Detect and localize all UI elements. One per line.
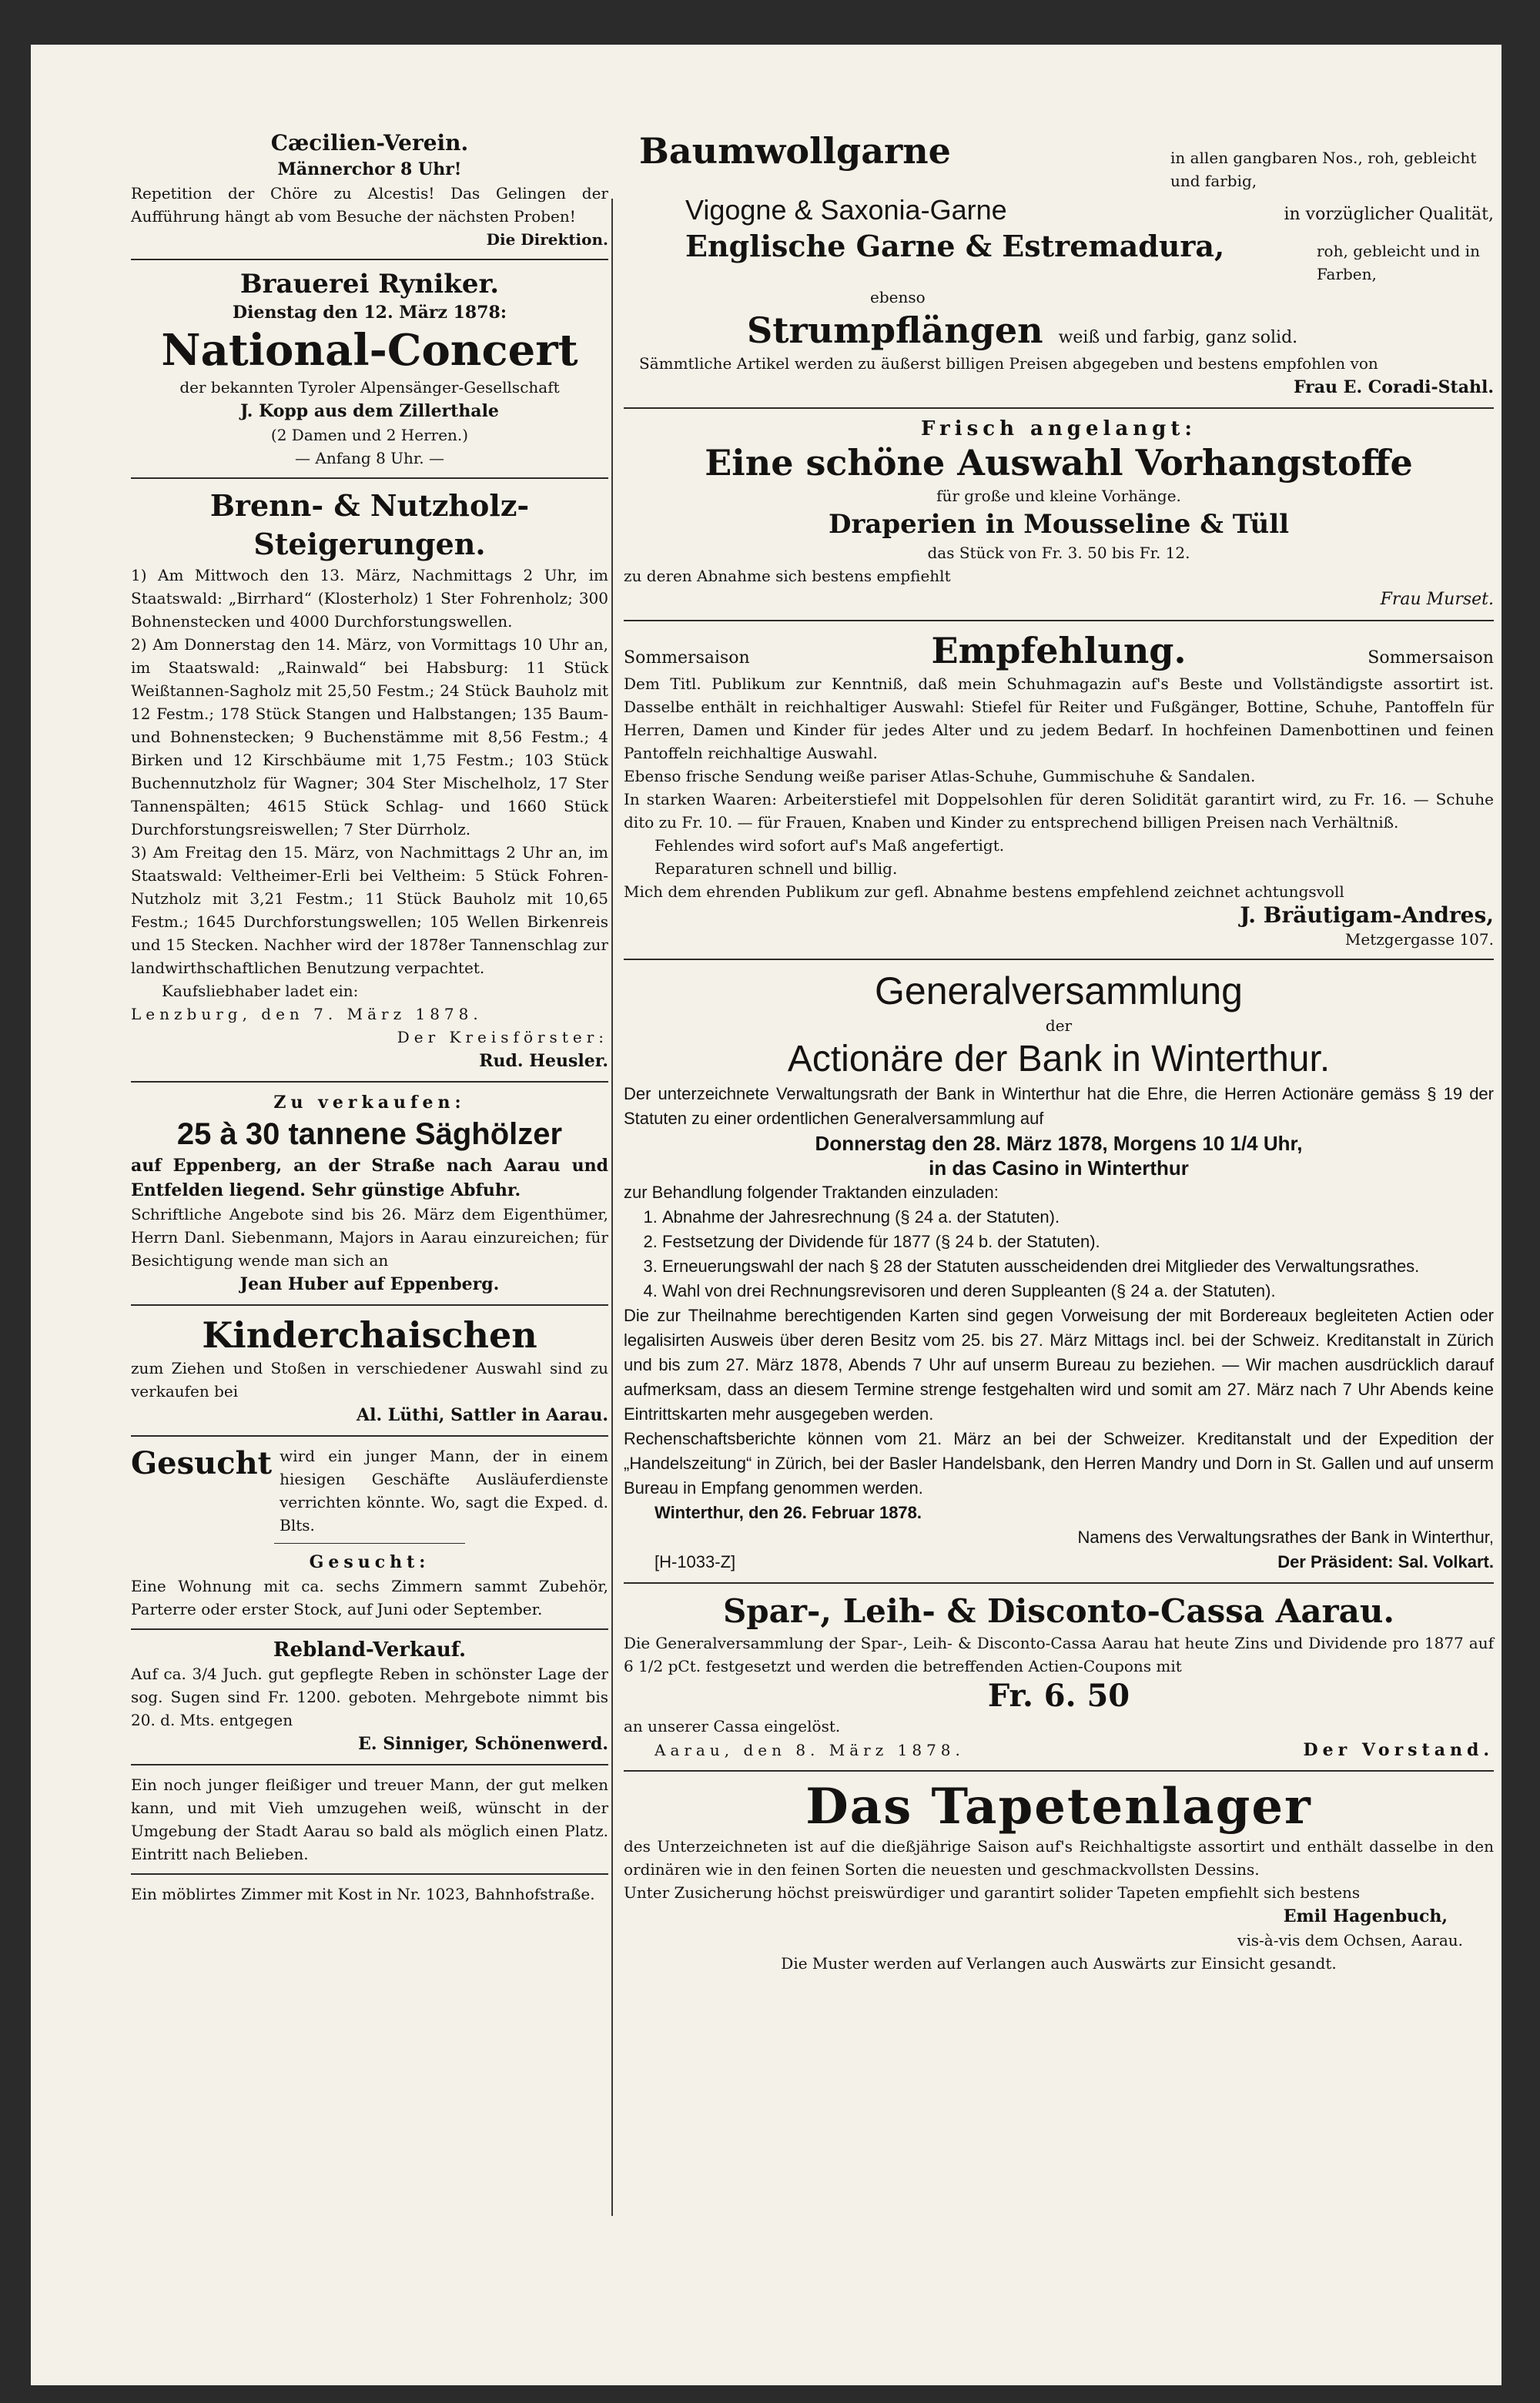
garne-ebenso: ebenso xyxy=(870,288,926,306)
vorhang-l6: zu deren Abnahme sich bestens empfiehlt xyxy=(624,567,951,585)
divider xyxy=(624,1582,1494,1584)
kinderchaise-sign: Al. Lüthi, Sattler in Aarau. xyxy=(357,1405,608,1425)
empfehlung-side-left: Sommersaison xyxy=(624,648,750,668)
empfehlung-side-right: Sommersaison xyxy=(1368,648,1494,668)
brauerei-start: — Anfang 8 Uhr. — xyxy=(295,449,444,467)
saghoelzer-headline: 25 à 30 tannene Säghölzer xyxy=(176,1117,563,1151)
vorhang-sign: Frau Murset. xyxy=(1380,590,1494,609)
general-footer xyxy=(624,1550,1494,1575)
caecilien-ad xyxy=(131,129,608,251)
garne-line-4 xyxy=(639,309,1494,352)
general-der: der xyxy=(1045,1016,1073,1035)
divider xyxy=(131,1873,608,1875)
traktandum: 4. Wahl von drei Rechnungsrevisoren und deren Suppleanten (§ 24 a. der Statuten). xyxy=(662,1279,1494,1304)
brennholz-p3: 3) Am Freitag den 15. März, von Nachmittags 2 Uhr an, im Staatswald: Veltheimer-Erli bei Veltheim: 5 Stück Fohren-Nutzholz mit 3,21 Festm.; 11 Stück Bauholz mit 10,65 Festm.; 1645 Durchforstungswellen; 105 Wellen Birkenreis und 15 Stecken. Nachher wird der 1878er Tannenschlag zur landwirthschaftlichen Benutzung verpachtet. xyxy=(131,843,608,977)
empfehlung-p3: In starken Waaren: Arbeiterstiefel mit Doppelsohlen für deren Solidität garantirt wird, zu Fr. 16. — Schuhe dito zu Fr. 10. — für Frauen, Knaben und Kinder zu entsprechend billigen Preisen nach Verhältniß. xyxy=(624,790,1494,832)
garne-l3-small: roh, gebleicht und in Farben, xyxy=(1317,242,1480,283)
brauerei-group: J. Kopp aus dem Zillerthale xyxy=(240,401,499,421)
gesucht2-ad xyxy=(131,1550,608,1621)
tapeten-addr: vis-à-vis dem Ochsen, Aarau. xyxy=(1237,1931,1463,1950)
vorhang-l4: Draperien in Mousseline & Tüll xyxy=(828,509,1290,540)
empfehlung-p2: Ebenso frische Sendung weiße pariser Atlas-Schuhe, Gummischuhe & Sandalen. xyxy=(624,767,1256,785)
caecilien-sign: Die Direktion. xyxy=(486,230,608,249)
saghoelzer-bold: auf Eppenberg, an der Straße nach Aarau und Entfelden liegend. Sehr günstige Abfuhr. xyxy=(131,1156,608,1200)
garne-l4-small: weiß und farbig, ganz solid. xyxy=(1058,328,1298,347)
saghoelzer-sign: Jean Huber auf Eppenberg. xyxy=(239,1274,500,1294)
brauerei-date: Dienstag den 12. März 1878: xyxy=(233,303,507,323)
tapeten-sign: Emil Hagenbuch, xyxy=(1283,1906,1448,1926)
brauerei-ad xyxy=(131,268,608,470)
rebland-sign: E. Sinniger, Schönenwerd. xyxy=(358,1734,608,1754)
zimmer-ad xyxy=(131,1883,608,1906)
vorhang-l3: für große und kleine Vorhänge. xyxy=(936,487,1181,505)
tapeten-p2: Unter Zusicherung höchst preiswürdiger und garantirt solider Tapeten empfiehlt sich bestens xyxy=(624,1883,1361,1902)
vorhang-ad xyxy=(624,417,1494,612)
divider xyxy=(131,1081,608,1083)
gesucht1-title: Gesucht xyxy=(131,1445,273,1481)
divider xyxy=(131,1764,608,1765)
spar-text2: an unserer Cassa eingelöst. xyxy=(624,1717,841,1735)
spar-ad xyxy=(624,1591,1494,1762)
garne-line-2 xyxy=(639,192,1494,228)
kinderchaise-text: zum Ziehen und Stoßen in verschiedener Auswahl sind zu verkaufen bei xyxy=(131,1359,608,1401)
spar-title: Spar-, Leih- & Disconto-Cassa Aarau. xyxy=(722,1592,1395,1630)
brennholz-sign: Rud. Heusler. xyxy=(479,1051,608,1071)
divider xyxy=(131,1304,608,1306)
caecilien-sub: Männerchor 8 Uhr! xyxy=(277,159,462,179)
vorhang-l5: das Stück von Fr. 3. 50 bis Fr. 12. xyxy=(927,544,1190,562)
gesucht2-title: Gesucht: xyxy=(309,1552,430,1572)
empfehlung-title: Empfehlung. xyxy=(931,630,1187,671)
garne-sign: Frau E. Coradi-Stahl. xyxy=(1293,377,1494,397)
vorhang-l1: Frisch angelangt: xyxy=(921,417,1197,440)
brauerei-title: Brauerei Ryniker. xyxy=(239,269,500,300)
general-ref: [H-1033-Z] xyxy=(654,1552,736,1571)
brennholz-invite: Kaufsliebhaber ladet ein: xyxy=(162,982,359,1000)
garne-line-1 xyxy=(639,129,1494,192)
garne-line-3 xyxy=(639,228,1494,286)
mann-ad xyxy=(131,1773,608,1866)
garne-ad xyxy=(624,129,1494,400)
divider xyxy=(624,959,1494,960)
saghoelzer-title: Zu verkaufen: xyxy=(273,1093,466,1113)
general-traktanden xyxy=(624,1205,1494,1304)
traktandum: 3. Erneuerungswahl der nach § 28 der Statuten ausscheidenden drei Mitglieder des Verwaltungsrathes. xyxy=(662,1254,1494,1279)
tapeten-title: Das Tapetenlager xyxy=(805,1778,1312,1836)
saghoelzer-ad xyxy=(131,1090,608,1297)
empfehlung-sign: J. Bräutigam-Andres, xyxy=(1240,902,1494,928)
empfehlung-addr: Metzgergasse 107. xyxy=(1344,930,1494,949)
brauerei-members: (2 Damen und 2 Herren.) xyxy=(270,426,469,444)
garne-l1-big: Baumwollgarne xyxy=(639,130,951,172)
spar-text: Die Generalversammlung der Spar-, Leih- & Disconto-Cassa Aarau hat heute Zins und Dividende pro 1877 auf 6 1/2 pCt. festgesetzt und werden die betreffenden Actien-Coupons mit xyxy=(624,1634,1494,1675)
divider xyxy=(624,620,1494,621)
traktandum: 2. Festsetzung der Dividende für 1877 (§ 24 b. der Statuten). xyxy=(662,1230,1494,1254)
spar-place: Aarau, den 8. März 1878. xyxy=(654,1741,965,1759)
divider xyxy=(131,477,608,479)
divider xyxy=(131,1628,608,1630)
tapeten-ad xyxy=(624,1779,1494,1975)
tapeten-note: Die Muster werden auf Verlangen auch Auswärts zur Einsicht gesandt. xyxy=(781,1954,1337,1973)
traktandum: 1. Abnahme der Jahresrechnung (§ 24 a. der Statuten). xyxy=(662,1205,1494,1230)
general-subtitle: Actionäre der Bank in Winterthur. xyxy=(787,1039,1331,1079)
tapeten-p1: des Unterzeichneten ist auf die dießjährige Saison auf's Reichhaltigste assortirt und enthält dasselbe in den ordinären wie in den feinen Sorten die neuesten und geschmackvollsten Dessins. xyxy=(624,1837,1494,1879)
general-praes: Der Präsident: Sal. Volkart. xyxy=(1277,1552,1494,1571)
gesucht1-ad xyxy=(131,1444,608,1537)
general-ad xyxy=(624,968,1494,1575)
general-place: in das Casino in Winterthur xyxy=(929,1156,1189,1180)
garne-l2-small: in vorzüglicher Qualität, xyxy=(1284,205,1494,224)
rebland-ad xyxy=(131,1638,608,1756)
divider xyxy=(624,407,1494,409)
brauerei-text: der bekannten Tyroler Alpensänger-Gesellschaft xyxy=(179,378,560,397)
saghoelzer-text: Schriftliche Angebote sind bis 26. März dem Eigenthümer, Herrn Danl. Siebenmann, Majors in Aarau einzureichen; für Besichtigung wende man sich an xyxy=(131,1205,608,1270)
brennholz-p2: 2) Am Donnerstag den 14. März, von Vormittags 10 Uhr an, im Staatswald: „Rainwald“ bei Habsburg: 11 Stück Weißtannen-Sagholz mit 25,50 Festm.; 24 Stück Bauholz mit 12 Festm.; 178 Stück Stangen und Halbstangen; 135 Baum- und Bohnenstecken; 9 Buchenstämme mit 8,56 Festm.; 4 Birken und 12 Kirschbäume mit 1,75 Festm.; 103 Stück Buchennutzholz für Wagner; 304 Ster Mischelholz, 17 Ster Tannenspälten; 4615 Stück Schlag- und 1660 Stück Durchforstungsreiswellen; 7 Ster Dürrholz. xyxy=(131,635,608,838)
general-p2: Rechenschaftsberichte können vom 21. März an bei der Schweizer. Kreditanstalt und der Expedition der „Handelszeitung“ in Zürich, bei der Basler Handelsbank, den Herren Mandry und Dorn in St. Gallen und auf unserm Bureau in Empfang genommen werden. xyxy=(624,1429,1494,1498)
brennholz-role: Der Kreisförster: xyxy=(397,1028,608,1046)
empfehlung-p4: Fehlendes wird sofort auf's Maß angefertigt. xyxy=(654,836,1005,855)
general-date: Donnerstag den 28. März 1878, Morgens 10 1/4 Uhr, xyxy=(815,1132,1303,1155)
spar-sign: Der Vorstand. xyxy=(1303,1740,1494,1760)
divider xyxy=(131,1435,608,1437)
garne-l1-small: in allen gangbaren Nos., roh, gebleicht und farbig, xyxy=(1170,149,1477,190)
empfehlung-p5: Reparaturen schnell und billig. xyxy=(654,859,898,878)
garne-l2-big: Vigogne & Saxonia-Garne xyxy=(685,194,1007,226)
kinderchaise-ad xyxy=(131,1314,608,1427)
brauerei-headline: National-Concert xyxy=(161,325,578,376)
vorhang-l2: Eine schöne Auswahl Vorhangstoffe xyxy=(705,442,1413,484)
general-p1: Die zur Theilnahme berechtigenden Karten sind gegen Vorweisung der mit Bordereaux begleiteten Actien oder legalisirten Ausweis über deren Besitz vom 25. bis 27. März Mittags incl. bei der Schweiz. Kreditanstalt in Zürich und bis zum 27. März 1878, Abends 7 Uhr auf unserm Bureau zu beziehen. — Wir machen ausdrücklich darauf aufmerksam, dass an diesem Termine strenge festgehalten wird und somit am 27. März nach 7 Uhr Abends keine Eintrittskarten mehr ausgegeben werden. xyxy=(624,1306,1494,1424)
garne-text: Sämmtliche Artikel werden zu äußerst billigen Preisen abgegeben und bestens empfohlen von xyxy=(639,354,1378,373)
general-namens: Namens des Verwaltungsrathes der Bank in Winterthur, xyxy=(1077,1528,1494,1547)
general-intro: Der unterzeichnete Verwaltungsrath der Bank in Winterthur hat die Ehre, die Herren Actionäre gemäss § 19 der Statuten zu einer ordentlichen Generalversammlung auf xyxy=(624,1084,1494,1128)
empfehlung-p6: Mich dem ehrenden Publikum zur gefl. Abnahme bestens empfehlend zeichnet achtungsvoll xyxy=(624,882,1344,901)
gesucht1-text: wird ein junger Mann, der in einem hiesigen Geschäfte Ausläuferdienste verrichten könnte. Wo, sagt die Exped. d. Blts. xyxy=(280,1447,608,1535)
empfehlung-ad xyxy=(624,629,1494,951)
empfehlung-p1: Dem Titl. Publikum zur Kenntniß, daß mein Schuhmagazin auf's Beste und Vollständigste assortirt ist. Dasselbe enthält in reichhaltiger Auswahl: Stiefel für Reiter und Fußgänger, Bottine, Schuhe, Pantoffeln für Herren, Damen und Kinder für jedes Alter und zu jedem Bedarf. In hochfeinen Damenbottinen und feinen Pantoffeln reichhaltige Auswahl. xyxy=(624,674,1494,762)
gesucht2-text: Eine Wohnung mit ca. sechs Zimmern sammt Zubehör, Parterre oder erster Stock, auf Juni oder September. xyxy=(131,1577,608,1618)
right-column xyxy=(624,129,1494,1975)
general-place-date: Winterthur, den 26. Februar 1878. xyxy=(654,1503,922,1522)
general-trakt: zur Behandlung folgender Traktanden einzuladen: xyxy=(624,1183,999,1202)
brennholz-place: Lenzburg, den 7. März 1878. xyxy=(131,1005,483,1023)
rebland-text: Auf ca. 3/4 Juch. gut gepflegte Reben in schönster Lage der sog. Sugen sind Fr. 1200. geboten. Mehrgebote nimmt bis 20. d. Mts. entgegen xyxy=(131,1665,608,1729)
empfehlung-header xyxy=(624,629,1494,672)
divider xyxy=(274,1543,465,1544)
garne-l3-big: Englische Garne & Estremadura, xyxy=(685,229,1225,263)
caecilien-text: Repetition der Chöre zu Alcestis! Das Gelingen der Aufführung hängt ab vom Besuche der nächsten Proben! xyxy=(131,184,608,226)
brennholz-title: Brenn- & Nutzholz-Steigerungen. xyxy=(209,488,530,561)
general-title: Generalversammlung xyxy=(875,969,1243,1012)
kinderchaise-title: Kinderchaischen xyxy=(202,1314,537,1356)
newspaper-page xyxy=(31,45,1502,2385)
left-column xyxy=(131,129,608,1906)
garne-l4-big: Strumpflängen xyxy=(747,310,1043,351)
brennholz-ad xyxy=(131,487,608,1073)
column-rule xyxy=(611,199,613,2216)
divider xyxy=(624,1770,1494,1772)
caecilien-title: Cæcilien-Verein. xyxy=(270,130,469,156)
spar-amount: Fr. 6. 50 xyxy=(987,1678,1130,1714)
zimmer-text: Ein möblirtes Zimmer mit Kost in Nr. 1023, Bahnhofstraße. xyxy=(131,1885,595,1903)
rebland-title: Rebland-Verkauf. xyxy=(273,1638,467,1662)
spar-footer xyxy=(624,1738,1494,1762)
brennholz-p1: 1) Am Mittwoch den 13. März, Nachmittags 2 Uhr, im Staatswald: „Birrhard“ (Klosterholz) 1 Ster Fohrenholz; 300 Bohnenstecken und 4000 Durchforstungswellen. xyxy=(131,566,608,631)
mann-text: Ein noch junger fleißiger und treuer Mann, der gut melken kann, und mit Vieh umzugehen weiß, wünscht in der Umgebung der Stadt Aarau so bald als möglich einen Platz. Eintritt nach Belieben. xyxy=(131,1775,608,1863)
divider xyxy=(131,259,608,260)
